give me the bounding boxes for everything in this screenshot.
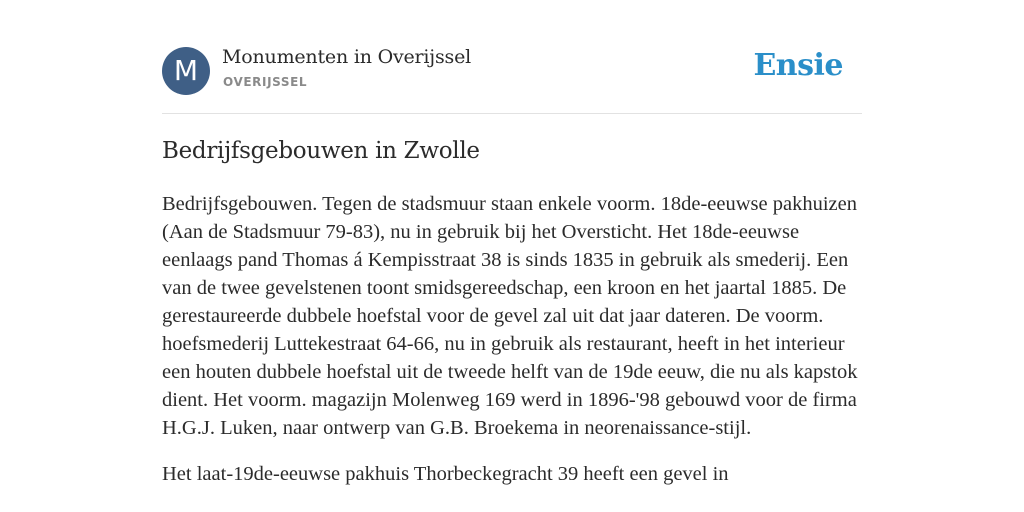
site-title[interactable]: Monumenten in Overijssel <box>222 46 472 68</box>
article-body <box>162 190 862 506</box>
avatar[interactable]: M <box>162 47 210 95</box>
article-paragraph: Het laat-19de-eeuwse pakhuis Thorbeckegracht 39 heeft een gevel in <box>162 463 729 485</box>
ensie-logo[interactable]: Ensie <box>753 48 843 83</box>
article-paragraph: Bedrijfsgebouwen. Tegen de stadsmuur staan enkele voorm. 18de-eeuwse pakhuizen (Aan de Stadsmuur 79-83), nu in gebruik bij het Oversticht. Het 18de-eeuwse eenlaags pand Thomas á Kempisstraat 38 is sinds 1835 in gebruik als smederij. Een van de twee gevelstenen toont smidsgereedschap, een kroon en het jaartal 1885. De gerestaureerde dubbele hoefstal voor de gevel zal uit dat jaar dateren. De voorm. hoefsmederij Luttekestraat 64-66, nu in gebruik als restaurant, heeft in het interieur een houten dubbele hoefstal uit de tweede helft van de 19de eeuw, die nu als kapstok dient. Het voorm. magazijn Molenweg 169 werd in 1896-'98 gebouwd voor de firma H.G.J. Luken, naar ontwerp van G.B. Broekema in neorenaissance-stijl. <box>162 193 858 439</box>
site-header <box>162 0 862 114</box>
content-container <box>162 0 862 485</box>
site-subtitle[interactable]: OVERIJSSEL <box>223 75 308 89</box>
article-title: Bedrijfsgebouwen in Zwolle <box>162 138 480 164</box>
